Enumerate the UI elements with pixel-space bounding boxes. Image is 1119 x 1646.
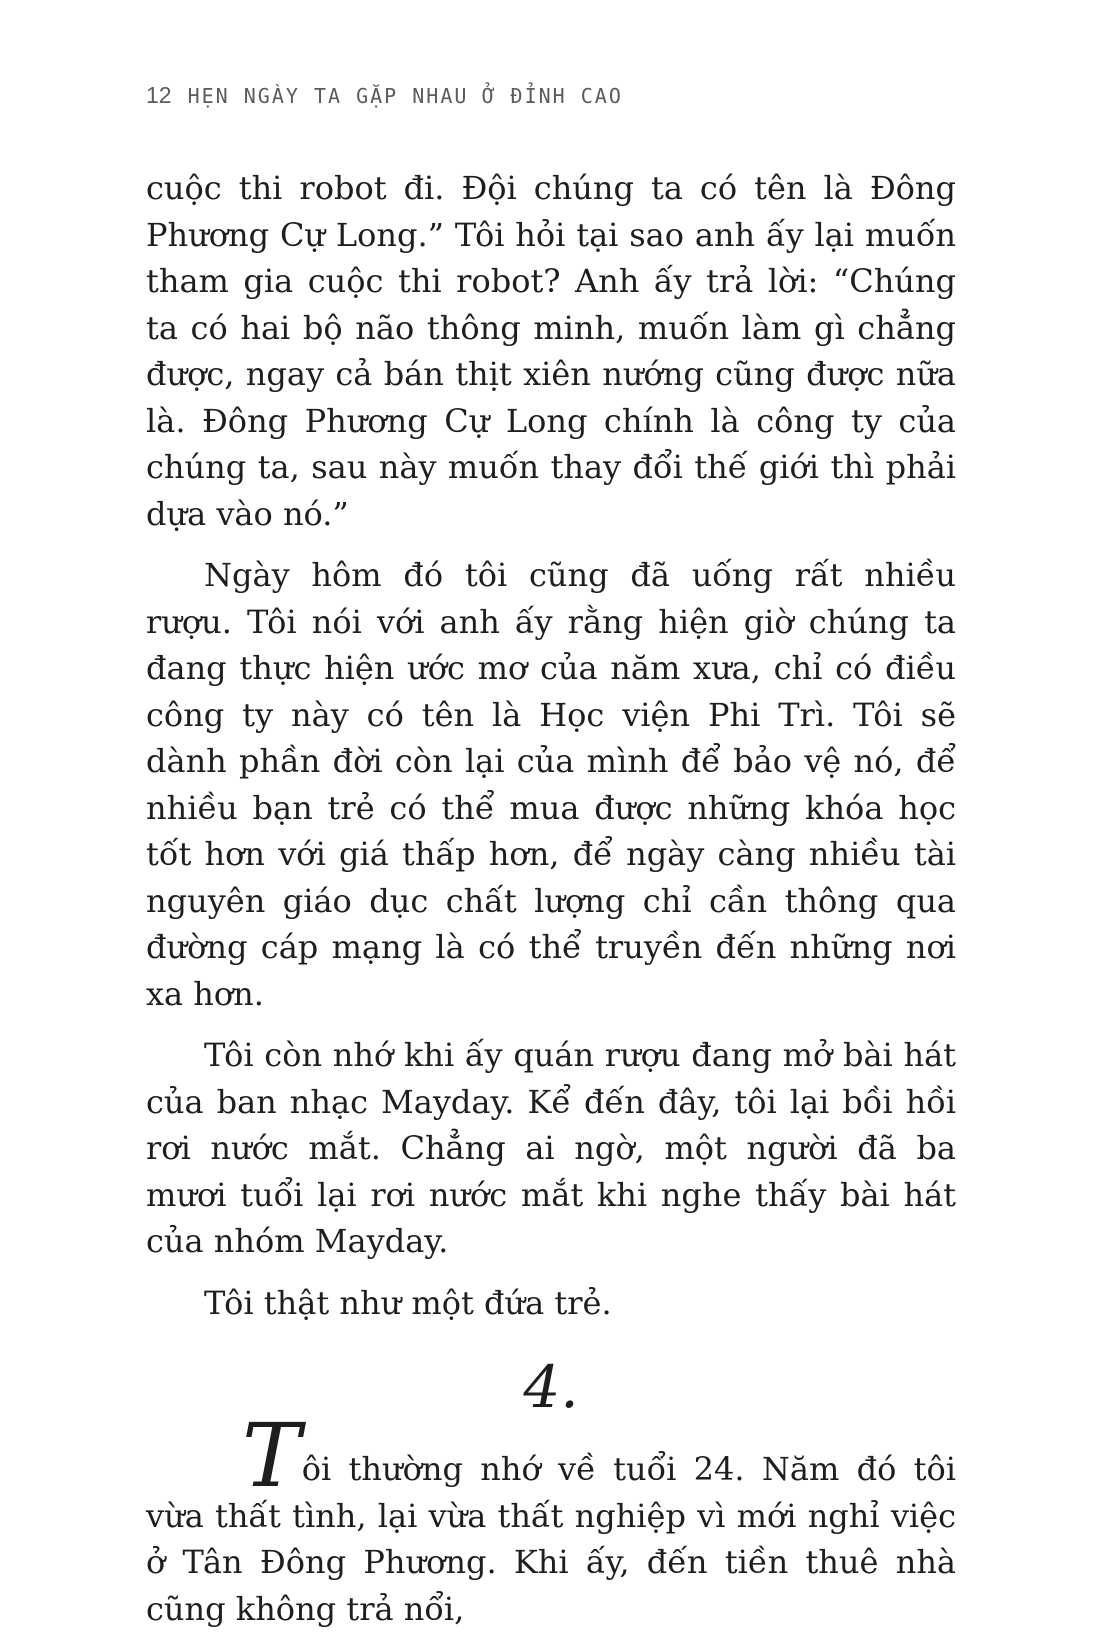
paragraph-3: Tôi còn nhớ khi ấy quán rượu đang mở bài hát của ban nhạc Mayday. Kể đến đây, tôi lại bồi hồi rơi nước mắt. Chẳng ai ngờ, một người đã ba mươi tuổi lại rơi nước mắt khi nghe thấy bài hát của nhóm Mayday. <box>146 1036 956 1260</box>
paragraph-5-text: ôi thường nhớ về tuổi 24. Năm đó tôi vừa thất tình, lại vừa thất nghiệp vì mới nghỉ việc ở Tân Đông Phương. Khi ấy, đến tiền thuê nhà cũng không trả nổi, <box>146 1450 956 1628</box>
running-title: HẸN NGÀY TA GẶP NHAU Ở ĐỈNH CAO <box>187 84 623 108</box>
section-number: 4. <box>523 1353 579 1421</box>
paragraph-4: Tôi thật như một đứa trẻ. <box>204 1283 612 1322</box>
page-number: 12 <box>146 82 172 108</box>
paragraph-with-initial: Tôi thường nhớ về tuổi 24. Năm đó tôi vừa thất tình, lại vừa thất nghiệp vì mới nghỉ việc ở Tân Đông Phương. Khi ấy, đến tiền thuê nhà cũng không trả nổi, <box>146 1404 956 1628</box>
paragraph-2: Ngày hôm đó tôi cũng đã uống rất nhiều rượu. Tôi nói với anh ấy rằng hiện giờ chúng ta đang thực hiện ước mơ của năm xưa, chỉ có điều công ty này có tên là Học viện Phi Trì. Tôi sẽ dành phần đời còn lại của mình để bảo vệ nó, để nhiều bạn trẻ có thể mua được những khóa học tốt hơn với giá thấp hơn, để ngày càng nhiều tài nguyên giáo dục chất lượng chỉ cần thông qua đường cáp mạng là có thể truyền đến những nơi xa hơn. <box>146 556 956 1013</box>
page-header <box>146 82 956 109</box>
page-body <box>146 165 956 1632</box>
paragraph-1: cuộc thi robot đi. Đội chúng ta có tên là Đông Phương Cự Long.” Tôi hỏi tại sao anh ấy lại muốn tham gia cuộc thi robot? Anh ấy trả lời: “Chúng ta có hai bộ não thông minh, muốn làm gì chẳng được, ngay cả bán thịt xiên nướng cũng được nữa là. Đông Phương Cự Long chính là công ty của chúng ta, sau này muốn thay đổi thế giới thì phải dựa vào nó.” <box>146 169 956 533</box>
